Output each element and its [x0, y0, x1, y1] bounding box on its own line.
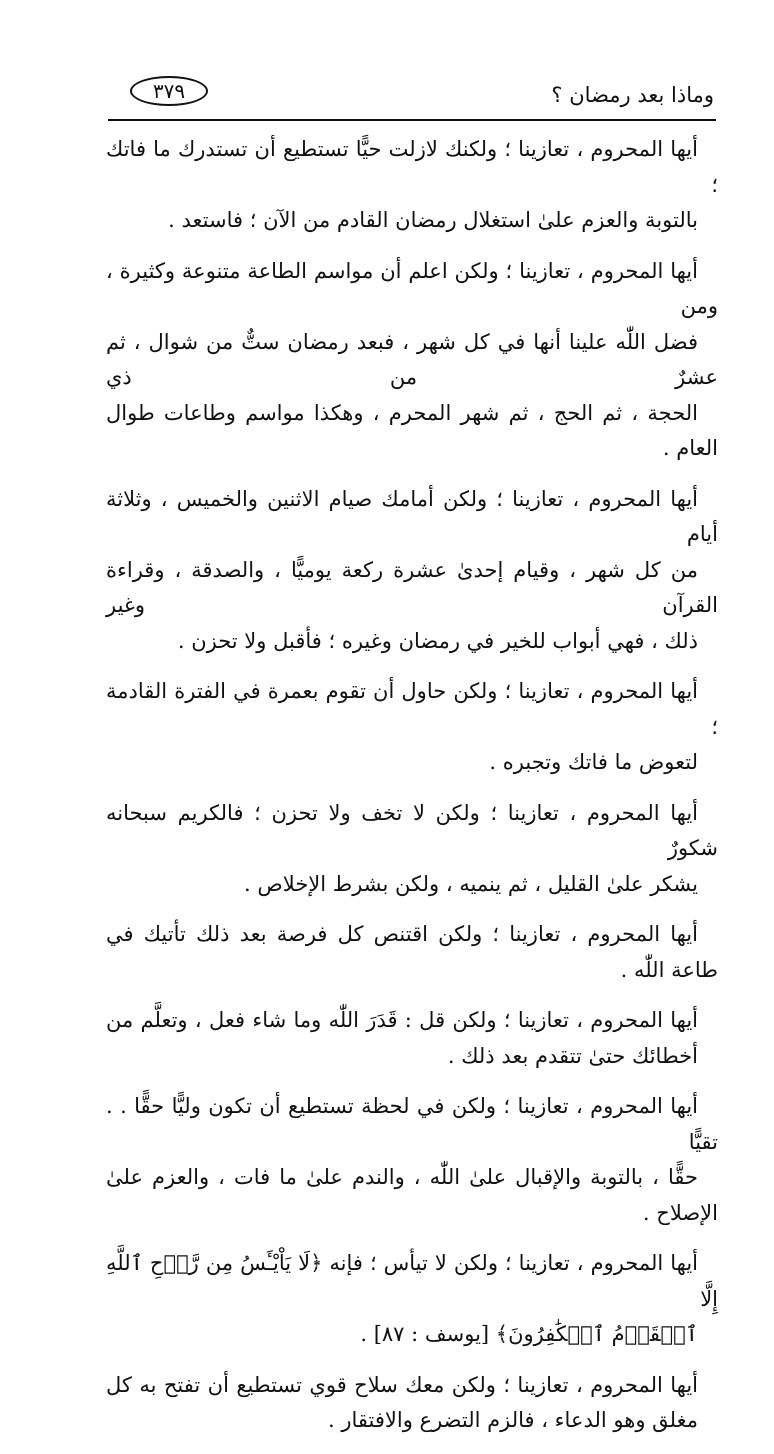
paragraph-6 [106, 917, 718, 988]
header-rule [108, 119, 716, 121]
text-line: أيها المحروم ، تعازينا ؛ ولكن معك سلاح قوي تستطيع أن تفتح به كل [106, 1372, 698, 1397]
body-text [106, 132, 718, 1454]
text-line: لتعوض ما فاتك وتجبره . [489, 750, 698, 774]
text-line: مغلق وهو الدعاء ، فالزم التضرع والافتقار . [328, 1408, 698, 1432]
text-line: أخطائك حتىٰ تتقدم بعد ذلك . [447, 1043, 698, 1068]
paragraph-8 [106, 1089, 718, 1231]
text-line: أيها المحروم ، تعازينا ؛ ولكن في لحظة تستطيع أن تكون وليًّا حقًّا . . تقيًّا [106, 1094, 718, 1154]
text-line: أيها المحروم ، تعازينا ؛ ولكن أمامك صيام الاثنين والخميس ، وثلاثة أيام [106, 486, 718, 546]
text-line: أيها المحروم ، تعازينا ؛ ولكن حاول أن تقوم بعمرة في الفترة القادمة ؛ [106, 679, 718, 739]
paragraph-5 [106, 796, 718, 903]
text-line: أيها المحروم ، تعازينا ؛ ولكن قل : قَدَرَ اللّٰه وما شاء فعل ، وتعلَّم من [106, 1008, 698, 1032]
page-number: ٣٧٩ [130, 76, 208, 106]
page-header [112, 72, 714, 112]
text-line: يشكر علىٰ القليل ، ثم ينميه ، ولكن بشرط الإخلاص . [244, 871, 698, 896]
text-line: أيها المحروم ، تعازينا ؛ ولكن لا تيأس ؛ فإنه ﴿لَا يَاْيْـَٔسُ مِن رَّوۡحِ ٱللَّهِ إِلَّا [106, 1251, 718, 1311]
paragraph-1 [106, 132, 718, 239]
text-line: ٱلۡقَوۡمُ ٱلۡكَٰفِرُونَ﴾ [يوسف : ٨٧] . [360, 1322, 698, 1346]
text-line: فضل اللّٰه علينا أنها في كل شهر ، فبعد رمضان ستٌّ من شوال ، ثم عشرٌ من ذي [106, 329, 718, 389]
text-line: حقًّا ، بالتوبة والإقبال علىٰ اللّٰه ، والندم علىٰ ما فات ، والعزم علىٰ الإصلاح . [106, 1165, 718, 1225]
text-line: أيها المحروم ، تعازينا ؛ ولكن اعلم أن مواسم الطاعة متنوعة وكثيرة ، ومن [106, 258, 718, 318]
paragraph-4 [106, 674, 718, 781]
text-line: بالتوبة والعزم علىٰ استغلال رمضان القادم من الآن ؛ فاستعد . [168, 208, 698, 232]
text-line: أيها المحروم ، تعازينا ؛ ولكن لا تخف ولا تحزن ؛ فالكريم سبحانه شكورٌ [106, 800, 718, 860]
text-line: أيها المحروم ، تعازينا ؛ ولكنك لازلت حيًّا تستطيع أن تستدرك ما فاتك ؛ [106, 137, 718, 197]
text-line: ذلك ، فهي أبواب للخير في رمضان وغيره ؛ فأقبل ولا تحزن . [177, 628, 698, 653]
paragraph-10 [106, 1368, 718, 1439]
paragraph-3 [106, 482, 718, 660]
paragraph-2 [106, 254, 718, 467]
text-line: الحجة ، ثم الحج ، ثم شهر المحرم ، وهكذا مواسم وطاعات طوال العام . [106, 400, 718, 460]
paragraph-7 [106, 1003, 718, 1074]
running-title: وماذا بعد رمضان ؟ [551, 83, 714, 107]
text-line: من كل شهر ، وقيام إحدىٰ عشرة ركعة يوميًّا ، والصدقة ، وقراءة القرآن وغير [106, 557, 718, 617]
paragraph-9 [106, 1246, 718, 1353]
text-line: أيها المحروم ، تعازينا ؛ ولكن اقتنص كل فرصة بعد ذلك تأتيك في طاعة اللّٰه . [106, 922, 718, 982]
